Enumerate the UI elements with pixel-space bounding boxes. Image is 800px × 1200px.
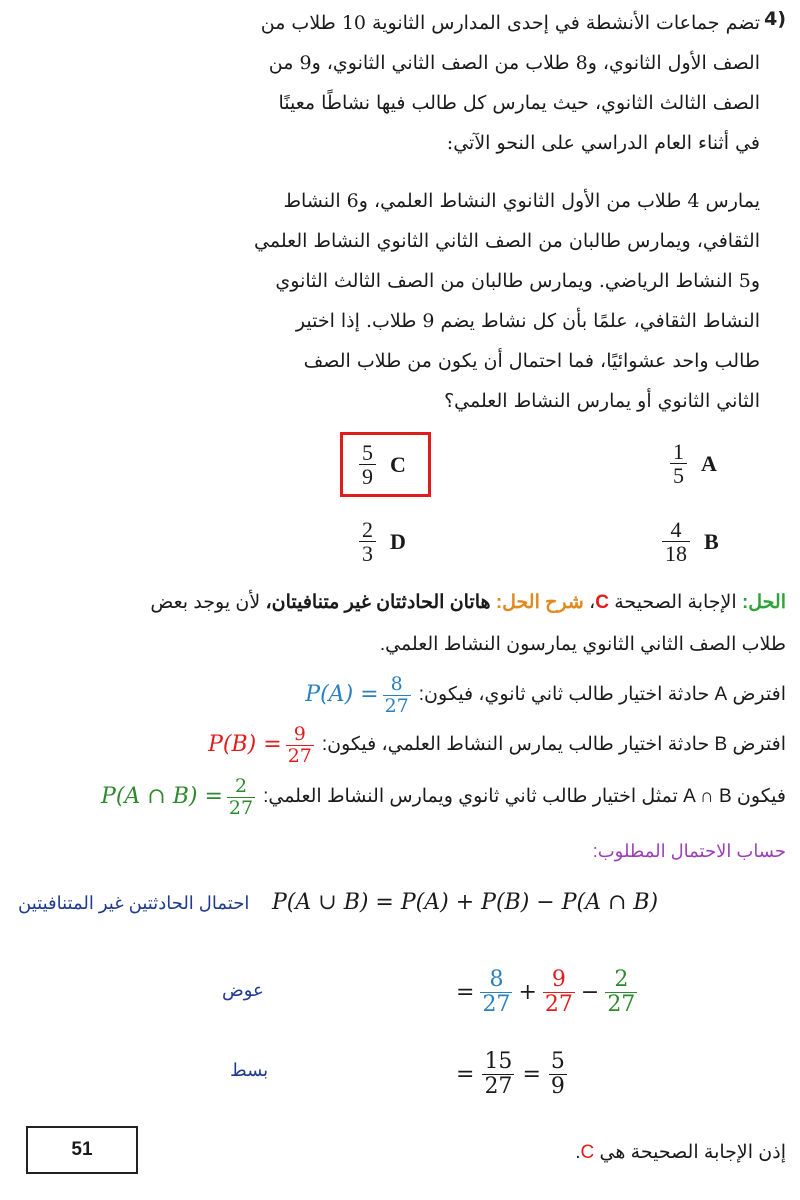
simplify-row: = $\frac{15}{27}$ = $\frac{5}{9}$ xyxy=(456,1049,565,1100)
choice-c-correct[interactable] xyxy=(340,432,431,497)
choice-d-fraction: $\frac{2}{3}$ xyxy=(359,518,376,565)
choice-c-letter: C xyxy=(390,451,406,477)
choice-b-letter: B xyxy=(704,528,719,554)
solution-line-1: الحل: الإجابة الصحيحة C، شرح الحل: هاتان الحادثتان غير متنافيتان، لأن يوجد بعض xyxy=(150,592,786,613)
choice-a-fraction: $\frac{1}{5}$ xyxy=(670,440,687,487)
conclusion-letter: C xyxy=(580,1142,595,1163)
question-line-5: يمارس 4 طلاب من الأول الثانوي النشاط العلمي، و6 النشاط xyxy=(283,190,760,212)
question-line-8: النشاط الثقافي، علمًا بأن كل نشاط يضم 9 طلاب. إذا اختير xyxy=(295,310,760,332)
pb-equation: P(B) = $\frac{9}{27}$ xyxy=(208,722,312,767)
question-line-9: طالب واحد عشوائيًا، فما احتمال أن يكون من طلاب الصف xyxy=(303,350,760,372)
question-line-2: الصف الأول الثانوي، و8 طلاب من الصف الثاني الثانوي، و9 من xyxy=(268,52,760,74)
solution-label: الحل: xyxy=(741,592,786,613)
question-number: 4) xyxy=(764,8,786,30)
pa-equation: P(A) = $\frac{8}{27}$ xyxy=(305,672,409,717)
question-line-6: الثقافي، ويمارس طالبان من الصف الثاني الثانوي النشاط العلمي xyxy=(254,230,760,252)
question-line-1: تضم جماعات الأنشطة في إحدى المدارس الثانوية 10 طلاب من xyxy=(260,12,760,34)
assume-ab-text: فيكون A ∩ B تمثل اختيار طالب ثاني ثانوي ويمارس النشاط العلمي: xyxy=(263,786,786,807)
simplify-note: بسط xyxy=(230,1060,269,1080)
question-line-3: الصف الثالث الثانوي، حيث يمارس كل طالب فيها نشاطًا معينًا xyxy=(278,92,760,114)
formula-note: احتمال الحادثتين غير المتنافيتين xyxy=(18,893,250,913)
substitute-note: عوض xyxy=(222,980,264,1000)
conclusion-line: إذن الإجابة الصحيحة هي C. xyxy=(575,1142,786,1163)
pab-equation: P(A ∩ B) = $\frac{2}{27}$ xyxy=(101,774,254,819)
choice-d[interactable] xyxy=(359,518,406,565)
required-label: حساب الاحتمال المطلوب: xyxy=(592,841,786,861)
substitution-row: = $\frac{8}{27}$ + $\frac{9}{27}$ − $\frac{2}{27}$ xyxy=(456,967,636,1018)
question-line-4: في أثناء العام الدراسي على النحو الآتي: xyxy=(446,132,760,154)
choice-a[interactable] xyxy=(670,440,717,487)
page-number: 51 xyxy=(26,1126,138,1174)
explanation-label: شرح الحل: xyxy=(495,592,584,613)
solution-line-2: طلاب الصف الثاني الثانوي يمارسون النشاط العلمي. xyxy=(379,634,786,655)
assume-b-line xyxy=(11,722,786,768)
assume-a-text: افترض A حادثة اختيار طالب ثاني ثانوي، فيكون: xyxy=(418,684,786,705)
union-formula: P(A ∪ B) = P(A) + P(B) − P(A ∩ B) xyxy=(272,890,659,915)
question-line-7: و5 النشاط الرياضي. ويمارس طالبان من الصف الثالث الثانوي xyxy=(275,270,760,292)
answer-letter: C xyxy=(595,592,609,613)
claim-text: هاتان الحادثتان غير متنافيتان، xyxy=(265,592,496,613)
choice-b-fraction: $\frac{4}{18}$ xyxy=(662,518,690,565)
assume-a-line xyxy=(11,672,786,718)
question-line-10: الثاني الثانوي أو يمارس النشاط العلمي؟ xyxy=(444,390,760,412)
choice-c-fraction: $\frac{5}{9}$ xyxy=(359,441,376,488)
assume-ab-line xyxy=(11,774,786,820)
choice-a-letter: A xyxy=(701,450,717,476)
assume-b-text: افترض B حادثة اختيار طالب يمارس النشاط العلمي، فيكون: xyxy=(321,734,786,755)
choice-d-letter: D xyxy=(390,528,406,554)
choice-b[interactable] xyxy=(662,518,719,565)
